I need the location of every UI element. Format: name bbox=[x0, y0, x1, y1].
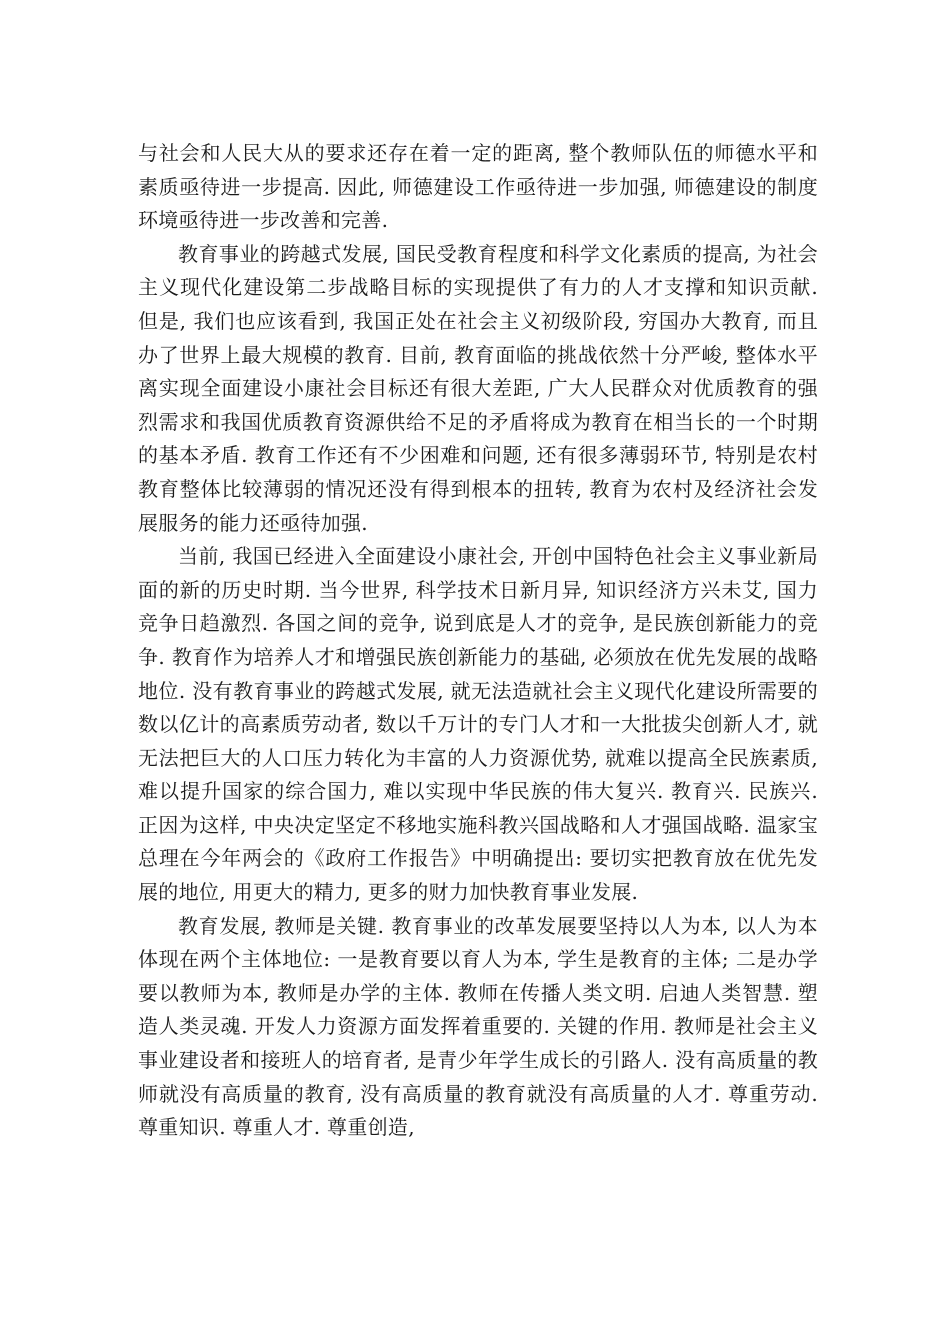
document-body bbox=[138, 137, 818, 1145]
paragraph-4: 教育发展, 教师是关键. 教育事业的改革发展要坚持以人为本, 以人为本体现在两个主体地位: 一是教育要以育人为本, 学生是教育的主体; 二是办学要以教师为本, 教师是办学的主体. 教师在传播人类文明. 启迪人类智慧. 塑造人类灵魂. 开发人力资源方面发挥着重要的. 关键的作用. 教师是社会主义事业建设者和接班人的培育者, 是青少年学生成长的引路人. 没有高质量的教师就没有高质量的教育, 没有高质量的教育就没有高质量的人才. 尊重劳动. 尊重知识. 尊重人才. 尊重创造, bbox=[138, 913, 818, 1140]
paragraph-1: 与社会和人民大从的要求还存在着一定的距离, 整个教师队伍的师德水平和素质亟待进一步提高. 因此, 师德建设工作亟待进一步加强, 师德建设的制度环境亟待进一步改善和完善. bbox=[138, 141, 818, 233]
paragraph-2: 教育事业的跨越式发展, 国民受教育程度和科学文化素质的提高, 为社会主义现代化建设第二步战略目标的实现提供了有力的人才支撑和知识贡献. 但是, 我们也应该看到, 我国正处在社会主义初级阶段, 穷国办大教育, 而且办了世界上最大规模的教育. 目前, 教育面临的挑战依然十分严峻, 整体水平离实现全面建设小康社会目标还有很大差距, 广大人民群众对优质教育的强烈需求和我国优质教育资源供给不足的矛盾将成为教育在相当长的一个时期的基本矛盾. 教育工作还有不少困难和问题, 还有很多薄弱环节, 特别是农村教育整体比较薄弱的情况还没有得到根本的扭转, 教育为农村及经济社会发展服务的能力还亟待加强. bbox=[138, 241, 818, 535]
paragraph-3: 当前, 我国已经进入全面建设小康社会, 开创中国特色社会主义事业新局面的新的历史时期. 当今世界, 科学技术日新月异, 知识经济方兴未艾, 国力竞争日趋激烈. 各国之间的竞争, 说到底是人才的竞争, 是民族创新能力的竞争. 教育作为培养人才和增强民族创新能力的基础, 必须放在优先发展的战略地位. 没有教育事业的跨越式发展, 就无法造就社会主义现代化建设所需要的数以亿计的高素质劳动者, 数以千万计的专门人才和一大批拔尖创新人才, 就无法把巨大的人口压力转化为丰富的人力资源优势, 就难以提高全民族素质, 难以提升国家的综合国力, 难以实现中华民族的伟大复兴. 教育兴. 民族兴. 正因为这样, 中央决定坚定不移地实施科教兴国战略和人才强国战略. 温家宝总理在今年两会的《政府工作报告》中明确提出: 要切实把教育放在优先发展的地位, 用更大的精力, 更多的财力加快教育事业发展. bbox=[138, 544, 818, 905]
